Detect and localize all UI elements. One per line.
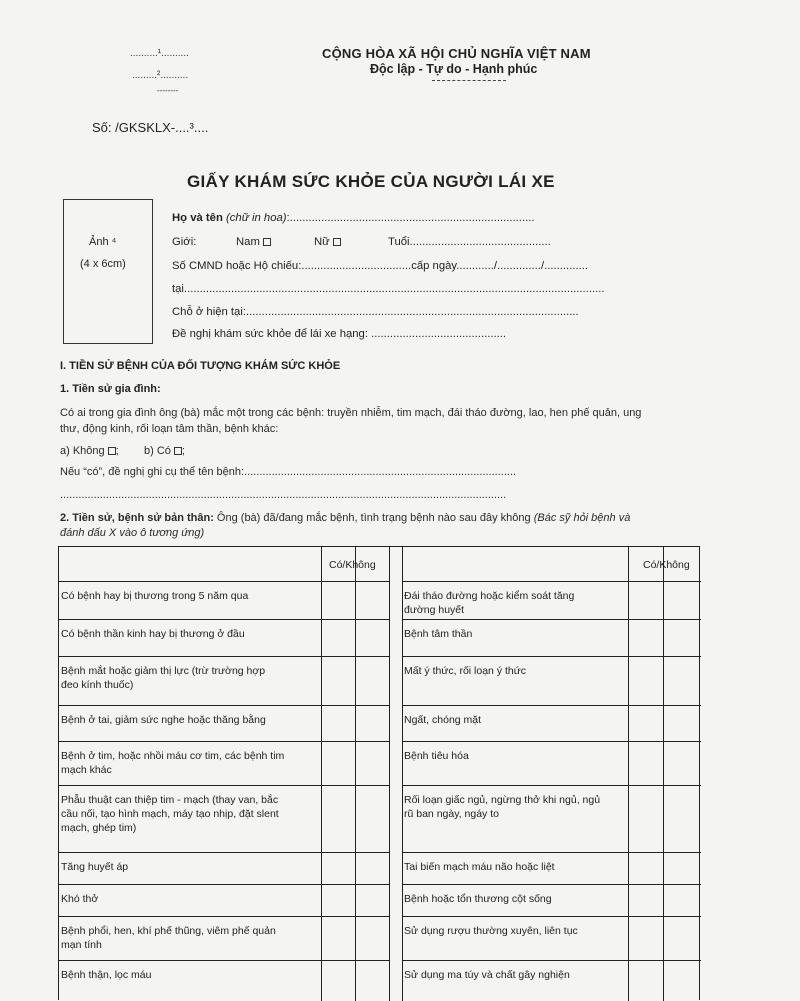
condition-text: Bệnh tâm thần (404, 628, 473, 640)
right-yes-column-line (628, 547, 629, 1001)
right-no-cell-3[interactable] (665, 658, 695, 703)
row-line-right (402, 656, 701, 657)
right-yes-cell-10[interactable] (630, 962, 660, 999)
left-condition-9 (61, 924, 311, 952)
condition-text: Bệnh ở tai, giảm sức nghe hoặc thăng bằng (61, 714, 266, 726)
left-condition-7 (61, 860, 311, 874)
left-condition-3 (61, 664, 311, 692)
row-line-right (402, 785, 701, 786)
right-no-cell-10[interactable] (665, 962, 695, 999)
condition-text: Tai biến mạch máu não hoặc liệt (404, 861, 555, 873)
agency-line-2: .........².......... (132, 70, 189, 81)
male-option[interactable] (236, 236, 271, 248)
medical-history-table (58, 546, 700, 1000)
condition-text: Bệnh hoặc tổn thương cột sống (404, 893, 552, 905)
right-condition-1 (404, 589, 626, 617)
condition-text: đường huyết (404, 604, 465, 616)
name-hint: (chữ in hoa) (226, 212, 287, 224)
gender-label: Giới: (172, 236, 197, 248)
row-line-left (59, 581, 389, 582)
right-no-cell-8[interactable] (665, 886, 695, 914)
residence-field[interactable]: Chỗ ở hiện tại:.......................................................................................................... (172, 306, 579, 318)
right-yes-cell-8[interactable] (630, 886, 660, 914)
left-no-cell-2[interactable] (357, 621, 387, 654)
right-condition-6 (404, 793, 626, 821)
left-yes-cell-10[interactable] (323, 962, 353, 999)
left-yes-cell-1[interactable] (323, 583, 353, 617)
female-option[interactable] (314, 236, 341, 248)
agency-line-1: ..........¹.......... (130, 48, 189, 59)
left-no-cell-5[interactable] (357, 743, 387, 783)
left-yes-cell-6[interactable] (323, 787, 353, 850)
page-title: GIẤY KHÁM SỨC KHỎE CỦA NGƯỜI LÁI XE (187, 172, 555, 191)
family-question-line2: thư, động kinh, rối loạn tâm thần, bệnh khác: (60, 423, 279, 435)
left-yes-cell-7[interactable] (323, 854, 353, 882)
row-line-right (402, 960, 701, 961)
row-line-left (59, 960, 389, 961)
condition-text: Sử dụng rượu thường xuyên, liên tục (404, 925, 578, 937)
photo-size: (4 x 6cm) (80, 258, 126, 270)
left-condition-4 (61, 713, 311, 727)
condition-text: Đái tháo đường hoặc kiểm soát tăng (404, 590, 575, 602)
condition-text: Có bệnh thần kinh hay bị thương ở đầu (61, 628, 245, 640)
right-no-cell-6[interactable] (665, 787, 695, 850)
disease-name-extra-line[interactable]: .................................................................................................................................................. (60, 489, 507, 501)
condition-text: Bệnh ở tim, hoặc nhồi máu cơ tim, các bệnh tim (61, 750, 285, 762)
section-1-title: I. TIỀN SỬ BỆNH CỦA ĐỐI TƯỢNG KHÁM SỨC KHỎE (60, 360, 341, 372)
right-yes-cell-2[interactable] (630, 621, 660, 654)
right-condition-4 (404, 713, 626, 727)
row-line-right (402, 581, 701, 582)
condition-text: Mất ý thức, rối loạn ý thức (404, 665, 527, 677)
right-no-cell-1[interactable] (665, 583, 695, 617)
row-line-left (59, 884, 389, 885)
left-yes-cell-8[interactable] (323, 886, 353, 914)
condition-text: Ngất, chóng mặt (404, 714, 482, 726)
license-class-field[interactable]: Đề nghị khám sức khỏe để lái xe hạng: ........................................... (172, 328, 507, 340)
option-yes[interactable]: b) Có ; (144, 445, 185, 457)
option-yes-label: b) Có (144, 445, 171, 457)
right-yes-cell-1[interactable] (630, 583, 660, 617)
row-line-right (402, 916, 701, 917)
right-no-column-line (663, 547, 664, 1001)
photo-label: Ảnh ⁴ (89, 236, 117, 248)
right-condition-5 (404, 749, 626, 763)
option-no[interactable]: a) Không ; (60, 445, 119, 457)
nation-title: CỘNG HÒA XÃ HỘI CHỦ NGHĨA VIỆT NAM (322, 46, 591, 61)
right-no-cell-4[interactable] (665, 707, 695, 739)
right-condition-9 (404, 924, 626, 938)
issued-at-field[interactable]: tại...................................................................................................................................... (172, 283, 605, 295)
name-dots: :.............................................................................. (286, 212, 535, 224)
left-yes-cell-4[interactable] (323, 707, 353, 739)
left-yes-cell-9[interactable] (323, 918, 353, 958)
left-no-column-line (355, 547, 356, 1001)
right-condition-10 (404, 968, 626, 982)
personal-history-line1 (60, 512, 630, 524)
disease-name-field[interactable]: Nếu “có”, đề nghị ghi cụ thể tên bệnh:......................................................................................... (60, 466, 517, 478)
right-block-left-line (402, 547, 403, 1001)
motto: Độc lập - Tự do - Hạnh phúc (370, 62, 538, 76)
option-yes-checkbox[interactable] (174, 447, 182, 455)
age-field[interactable]: Tuổi............................................. (388, 236, 551, 248)
family-history-title: 1. Tiền sử gia đình: (60, 383, 161, 395)
row-line-left (59, 916, 389, 917)
condition-text: mạch, ghép tim) (61, 822, 137, 834)
condition-text: Phẫu thuật can thiệp tim - mạch (thay van, bắc (61, 794, 279, 806)
row-line-left (59, 705, 389, 706)
right-yes-cell-3[interactable] (630, 658, 660, 703)
condition-text: Rối loạn giấc ngủ, ngừng thở khi ngủ, ngủ (404, 794, 601, 806)
male-label: Nam (236, 236, 260, 248)
personal-history-hint: (Bác sỹ hỏi bệnh và (533, 512, 631, 524)
right-no-cell-5[interactable] (665, 743, 695, 783)
left-no-cell-9[interactable] (357, 918, 387, 958)
row-line-right (402, 852, 701, 853)
left-no-cell-3[interactable] (357, 658, 387, 703)
condition-text: Bệnh tiêu hóa (404, 750, 469, 762)
row-line-right (402, 705, 701, 706)
left-no-cell-8[interactable] (357, 886, 387, 914)
row-line-left (59, 656, 389, 657)
right-yes-cell-5[interactable] (630, 743, 660, 783)
option-no-label: a) Không (60, 445, 105, 457)
left-yes-cell-2[interactable] (323, 621, 353, 654)
condition-text: rũ ban ngày, ngáy to (404, 808, 499, 820)
female-checkbox[interactable] (333, 238, 341, 246)
row-line-right (402, 741, 701, 742)
left-condition-1 (61, 589, 311, 603)
left-block-right-line (389, 547, 390, 1001)
right-no-cell-9[interactable] (665, 918, 695, 958)
right-yes-no-header: Có/Không (643, 559, 690, 571)
left-no-cell-6[interactable] (357, 787, 387, 850)
left-no-cell-1[interactable] (357, 583, 387, 617)
right-no-cell-7[interactable] (665, 854, 695, 882)
condition-text: Tăng huyết áp (61, 861, 129, 873)
right-no-cell-2[interactable] (665, 621, 695, 654)
option-no-checkbox[interactable] (108, 447, 116, 455)
condition-text: đeo kính thuốc) (61, 679, 134, 691)
female-label: Nữ (314, 236, 330, 248)
agency-underline: -------- (157, 86, 179, 95)
right-yes-cell-9[interactable] (630, 918, 660, 958)
personal-history-title: 2. Tiền sử, bệnh sử bản thân: (60, 512, 214, 524)
row-line-left (59, 619, 389, 620)
condition-text: Bệnh phổi, hen, khí phế thũng, viêm phế quản (61, 925, 276, 937)
personal-history-hint-2: đánh dấu X vào ô tương ứng) (60, 527, 205, 539)
name-label: Họ và tên (172, 212, 223, 224)
row-line-left (59, 785, 389, 786)
right-condition-8 (404, 892, 626, 906)
left-no-cell-10[interactable] (357, 962, 387, 999)
left-yes-no-header: Có/Không (329, 559, 376, 571)
condition-text: Có bệnh hay bị thương trong 5 năm qua (61, 590, 249, 602)
right-yes-cell-4[interactable] (630, 707, 660, 739)
left-no-cell-7[interactable] (357, 854, 387, 882)
motto-underline (432, 80, 506, 81)
left-condition-10 (61, 968, 311, 982)
row-line-right (402, 884, 701, 885)
left-yes-cell-5[interactable] (323, 743, 353, 783)
condition-text: mạch khác (61, 764, 112, 776)
left-condition-2 (61, 627, 311, 641)
right-condition-2 (404, 627, 626, 641)
condition-text: Khó thở (61, 893, 99, 905)
left-condition-6 (61, 793, 311, 835)
right-condition-3 (404, 664, 626, 678)
condition-text: Bệnh mắt hoặc giảm thị lực (trừ trường hợp (61, 665, 266, 677)
row-line-left (59, 741, 389, 742)
left-no-cell-4[interactable] (357, 707, 387, 739)
condition-text: mạn tính (61, 939, 102, 951)
right-condition-7 (404, 860, 626, 874)
row-line-left (59, 852, 389, 853)
condition-text: Sử dụng ma túy và chất gây nghiện (404, 969, 570, 981)
family-question-line1: Có ai trong gia đình ông (bà) mắc một trong các bệnh: truyền nhiễm, tim mạch, đái tháo đường, lao, hen phế quản, ung (60, 407, 642, 419)
left-condition-5 (61, 749, 311, 777)
id-field[interactable]: Số CMND hoặc Hộ chiếu:...................................cấp ngày............/............../.............. (172, 260, 589, 272)
personal-history-text: Ông (bà) đã/đang mắc bệnh, tình trạng bệnh nào sau đây không (213, 512, 534, 524)
row-line-right (402, 619, 701, 620)
left-condition-8 (61, 892, 311, 906)
male-checkbox[interactable] (263, 238, 271, 246)
right-yes-cell-7[interactable] (630, 854, 660, 882)
document-number: Số: /GKSKLX-....³.... (92, 120, 209, 135)
condition-text: Bệnh thận, lọc máu (61, 969, 152, 981)
right-yes-cell-6[interactable] (630, 787, 660, 850)
left-yes-column-line (321, 547, 322, 1001)
photo-box (63, 199, 153, 344)
condition-text: cầu nối, tạo hình mạch, máy tạo nhịp, đặt slent (61, 808, 279, 820)
name-field[interactable] (172, 212, 535, 224)
left-yes-cell-3[interactable] (323, 658, 353, 703)
